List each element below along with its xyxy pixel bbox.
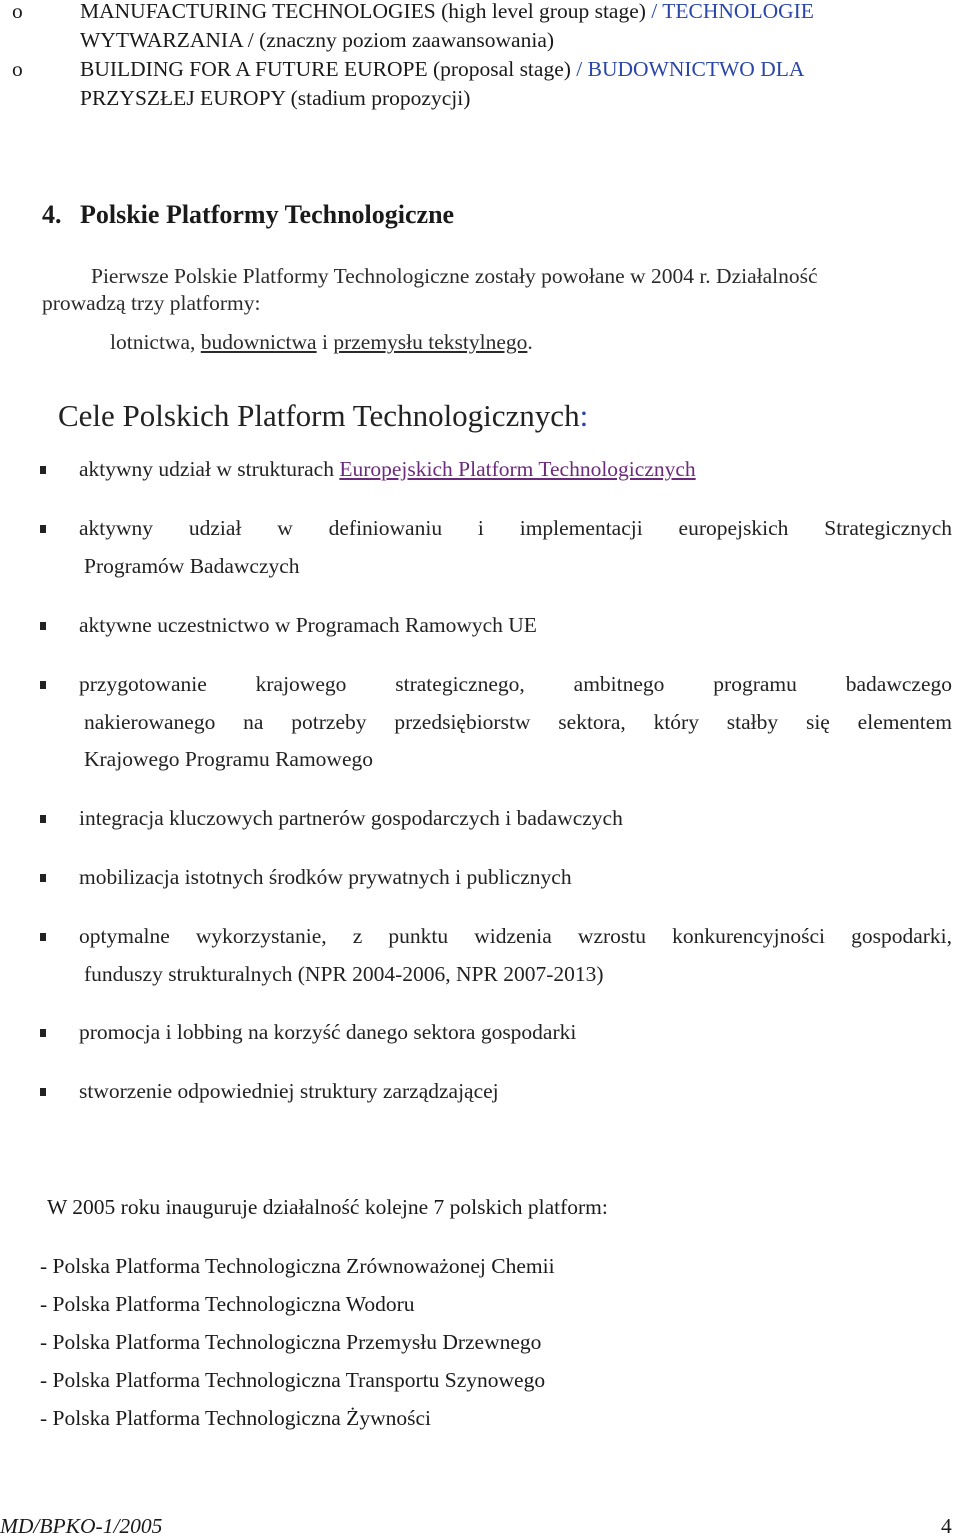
intro-line: Pierwsze Polskie Platformy Technologiczne zostały powołane w 2004 r. Działalność [91,264,818,288]
bullet-square-icon [40,1088,46,1096]
intro-line: prowadzą trzy platformy: [42,291,261,315]
goal-item: aktywny udział w definiowaniu i implementacji europejskich Strategicznych Programów Badawczych [40,510,952,585]
footer-doc-id: MD/BPKO-1/2005 [0,1514,163,1538]
goal-item: przygotowanie krajowego strategicznego, ambitnego programu badawczego nakierowanego na potrzeby przedsiębiorstw sektora, który stałby się elementem Krajowego Programu Ramowego [40,666,952,779]
section-heading [42,200,454,230]
proposal-title-pl-cont: WYTWARZANIA / (znaczny poziom zaawansowania) [80,28,555,52]
platform-aviation: lotnictwa [110,330,191,354]
platform-2005-item: - Polska Platforma Technologiczna Zrównoważonej Chemii [40,1254,555,1278]
goal-item: aktywny udział w strukturach Europejskich Platform Technologicznych [40,451,952,489]
goal-item: aktywne uczestnictwo w Programach Ramowych UE [40,607,952,645]
european-platforms-link[interactable]: Europejskich Platform Technologicznych [339,457,696,481]
bullet-square-icon [40,933,46,941]
platform-textile-link[interactable]: przemysłu tekstylnego [333,330,528,354]
bullet-square-icon [40,525,46,533]
proposal-title-pl: / BUDOWNICTWO DLA [570,57,805,81]
proposal-title: BUILDING FOR A FUTURE EUROPE (proposal stage) [80,57,571,81]
platforms-2005-intro: W 2005 roku inauguruje działalność kolejne 7 polskich platform: [47,1195,608,1219]
bullet-square-icon [40,466,46,474]
platform-construction-link[interactable]: budownictwa [200,330,317,354]
platform-2005-item: - Polska Platforma Technologiczna Żywności [40,1406,431,1430]
goal-item: integracja kluczowych partnerów gospodarczych i badawczych [40,800,952,838]
platform-2005-item: - Polska Platforma Technologiczna Wodoru [40,1292,415,1316]
goal-item: promocja i lobbing na korzyść danego sektora gospodarki [40,1014,952,1052]
bullet-square-icon [40,874,46,882]
goal-item: stworzenie odpowiedniej struktury zarządzającej [40,1073,952,1111]
bullet-square-icon [40,622,46,630]
goal-item: mobilizacja istotnych środków prywatnych i publicznych [40,859,952,897]
bullet-square-icon [40,1029,46,1037]
page-number: 4 [941,1514,952,1538]
bullet-square-icon [40,815,46,823]
goals-heading: Cele Polskich Platform Technologicznych: [58,398,589,433]
bullet-square-icon [40,681,46,689]
proposal-title-pl: / TECHNOLOGIE [645,0,814,23]
goal-item: optymalne wykorzystanie, z punktu widzenia wzrostu konkurencyjności gospodarki, funduszy strukturalnych (NPR 2004-2006, NPR 2007-2013) [40,918,952,993]
proposal-title: MANUFACTURING TECHNOLOGIES (high level group stage) [80,0,646,23]
section-number: 4. [42,200,62,229]
platform-2005-item: - Polska Platforma Technologiczna Przemysłu Drzewnego [40,1330,542,1354]
section-title: Polskie Platformy Technologiczne [80,200,455,229]
platform-2005-item: - Polska Platforma Technologiczna Transportu Szynowego [40,1368,546,1392]
proposal-title-pl-cont: PRZYSZŁEJ EUROPY (stadium propozycji) [80,86,471,110]
initial-platforms: lotnictwa, budownictwa i przemysłu tekstylnego. [110,330,533,354]
